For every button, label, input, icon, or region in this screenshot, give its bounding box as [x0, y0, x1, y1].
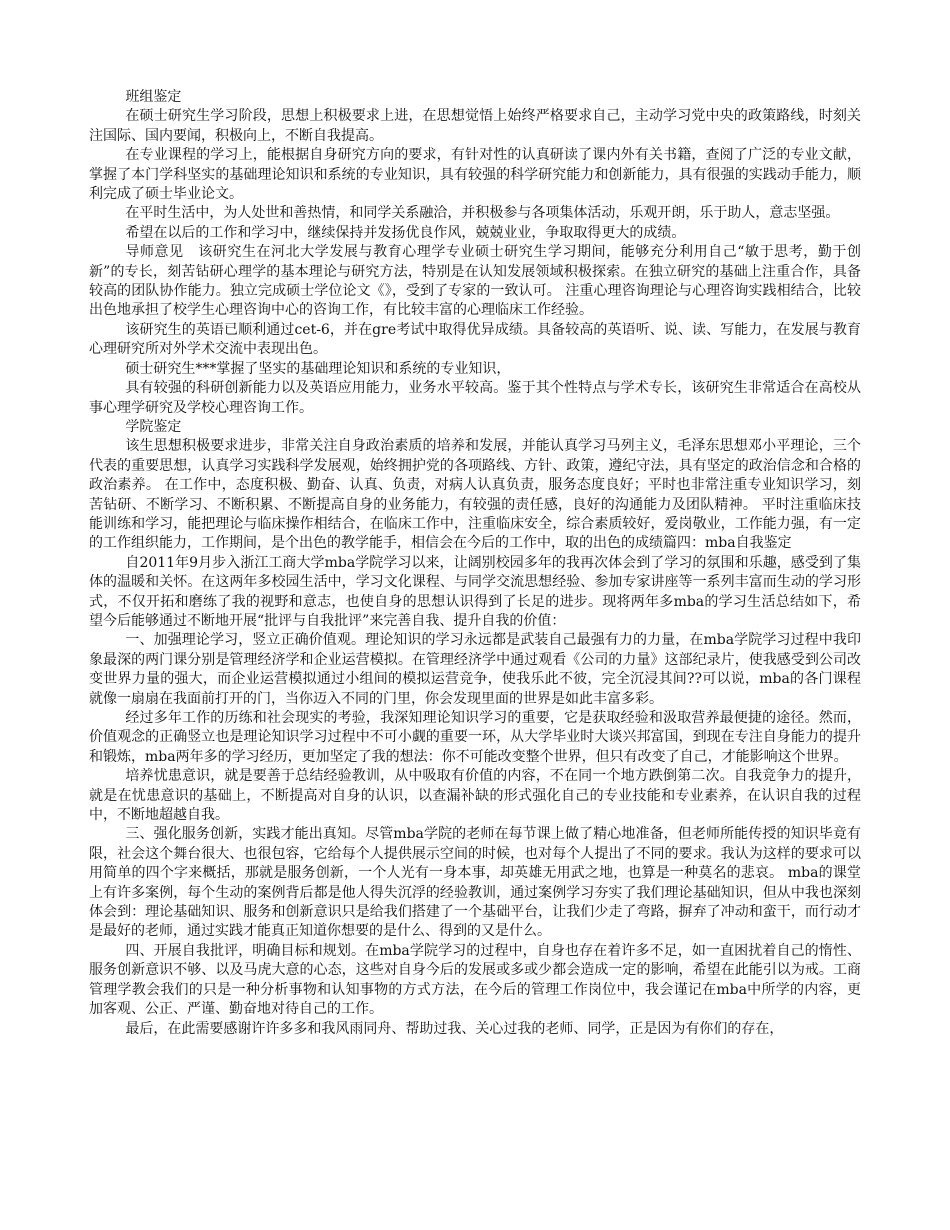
paragraph: 在平时生活中，为人处世和善热情，和同学关系融洽，并积极参与各项集体活动，乐观开朗，乐于助人，意志坚强。 [125, 205, 840, 222]
paragraph-advisor-opinion: 导师意见 该研究生在河北大学发展与教育心理学专业硕士研究生学习期间，能够充分利用自己“敏于思考，勤于创新”的专长，刻苦钻研心理学的基本理论与研究方法，特别是在认知发展领域积极探索。在独立研究的基础上注重合作，具备较高的团队协作能力。独立完成硕士学位论文《》，受到了专家的一致认可。 注重心理咨询理论与心理咨询实践相结合，比较出色地承担了校学生心理咨询中心的咨询工作，有比较丰富的心理临床工作经验。 [89, 244, 861, 319]
paragraph: 三、强化服务创新，实践才能出真知。尽管mba学院的老师在每节课上做了精心地准备，但老师所能传授的知识毕竟有限，社会这个舞台很大、也很包容，它给每个人提供展示空间的时候，也对每个人提出了不同的要求。我认为这样的要求可以用简单的四个字来概括，那就是服务创新，一个人光有一身本事，却英雄无用武之地，也算是一种莫名的悲哀。 mba的课堂上有许多案例，每个生动的案例背后都是他人得失沉浮的经验教训，通过案例学习夯实了我们理论基础知识，但从中我也深刻体会到：理论基础知识、服务和创新意识只是给我们搭建了一个基础平台，让我们少走了弯路，摒弃了冲动和蛮干，而行动才是最好的老师，通过实践才能真正知道你想要的是什么、得到的又是什么。 [89, 826, 861, 940]
paragraph: 具有较强的科研创新能力以及英语应用能力，业务水平较高。鉴于其个性特点与学术专长，该研究生非常适合在高校从事心理学研究及学校心理咨询工作。 [89, 380, 861, 416]
paragraph: 最后，在此需要感谢许许多多和我风雨同舟、帮助过我、关心过我的老师、同学，正是因为有你们的存在， [125, 1020, 784, 1037]
document-body [89, 88, 861, 1039]
paragraph: 希望在以后的工作和学习中，继续保持并发扬优良作风，兢兢业业，争取取得更大的成绩。 [125, 224, 686, 241]
paragraph: 经过多年工作的历练和社会现实的考验，我深知理论知识学习的重要，它是获取经验和汲取营养最便捷的途径。然而，价值观念的正确竖立也是理论知识学习过程中不可小觑的重要一环，从大学毕业时大谈兴邦富国，到现在专注自身能力的提升和锻炼，mba两年多的学习经历，更加坚定了我的想法：你不可能改变整个世界，但只有改变了自己，才能影响这个世界。 [89, 710, 861, 765]
paragraph: 自2011年9月步入浙江工商大学mba学院学习以来，让阔别校园多年的我再次体会到了学习的氛围和乐趣，感受到了集体的温暖和关怀。在这两年多校园生活中，学习文化课程、与同学交流思想经验、参加专家讲座等一系列丰富而生动的学习形式，不仅开拓和磨练了我的视野和意志，也使自身的思想认识得到了长足的进步。现将两年多mba的学习生活总结如下，希望今后能够通过不断地开展“批评与自我批评”来完善自我、提升自我的价值： [89, 554, 861, 629]
paragraph: 硕士研究生***掌握了坚实的基础理论知识和系统的专业知识， [125, 360, 511, 377]
paragraph: 该生思想积极要求进步，非常关注自身政治素质的培养和发展，并能认真学习马列主义，毛泽东思想邓小平理论，三个代表的重要思想，认真学习实践科学发展观，始终拥护党的各项路线、方针、政策，遵纪守法，具有坚定的政治信念和合格的政治素养。 在工作中，态度积极、勤奋、认真、负责，对病人认真负责，服务态度良好；平时也非常注重专业知识学习，刻苦钻研、不断学习、不断积累、不断提高自身的业务能力，有较强的责任感，良好的沟通能力及团队精神。 平时注重临床技能训练和学习，能把理论与临床操作相结合，在临床工作中，注重临床安全，综合素质较好，爱岗敬业，工作能力强，有一定的工作组织能力，工作期间，是个出色的教学能手，相信会在今后的工作中，取的出色的成绩篇四：mba自我鉴定 [89, 438, 861, 552]
paragraph: 一、加强理论学习，竖立正确价值观。理论知识的学习永远都是武装自己最强有力的力量，在mba学院学习过程中我印象最深的两门课分别是管理经济学和企业运营模拟。在管理经济学中通过观看《公司的力量》这部纪录片，使我感受到公司改变世界力量的强大，而企业运营模拟通过小组间的模拟运营竞争，使我乐此不彼，完全沉浸其间??可以说，mba的各门课程就像一扇扇在我面前打开的门，当你迈入不同的门里，你会发现里面的世界是如此丰富多彩。 [89, 632, 861, 707]
paragraph: 四、开展自我批评，明确目标和规划。在mba学院学习的过程中，自身也存在着许多不足，如一直困扰着自己的惰性、服务创新意识不够、以及马虎大意的心态，这些对自身今后的发展或多或少都会造成一定的影响，希望在此能引以为戒。工商管理学教会我们的只是一种分析事物和认知事物的方式方法，在今后的管理工作岗位中，我会谨记在mba中所学的内容，更加客观、公正、严谨、勤奋地对待自己的工作。 [89, 942, 861, 1018]
paragraph: 在硕士研究生学习阶段，思想上积极要求上进，在思想觉悟上始终严格要求自己，主动学习党中央的政策路线，时刻关注国际、国内要闻，积极向上，不断自我提高。 [89, 108, 861, 144]
section-heading-college-evaluation: 学院鉴定 [125, 418, 182, 435]
section-heading-class-evaluation: 班组鉴定 [125, 89, 182, 105]
paragraph: 在专业课程的学习上，能根据自身研究方向的要求，有针对性的认真研读了课内外有关书籍，查阅了广泛的专业文献，掌握了本门学科坚实的基础理论知识和系统的专业知识，具有较强的科学研究能力和创新能力，具有很强的实践动手能力，顺利完成了硕士毕业论文。 [89, 147, 861, 203]
paragraph: 该研究生的英语已顺利通过cet-6，并在gre考试中取得优异成绩。具备较高的英语听、说、读、写能力，在发展与教育心理研究所对外学术交流中表现出色。 [89, 321, 861, 358]
paragraph: 培养忧患意识，就是要善于总结经验教训，从中吸取有价值的内容，不在同一个地方跌倒第二次。自我竞争力的提升，就是在忧患意识的基础上，不断提高对自身的认识，以查漏补缺的形式强化自己的专业技能和专业素养，在认识自我的过程中，不断地超越自我。 [89, 768, 861, 824]
